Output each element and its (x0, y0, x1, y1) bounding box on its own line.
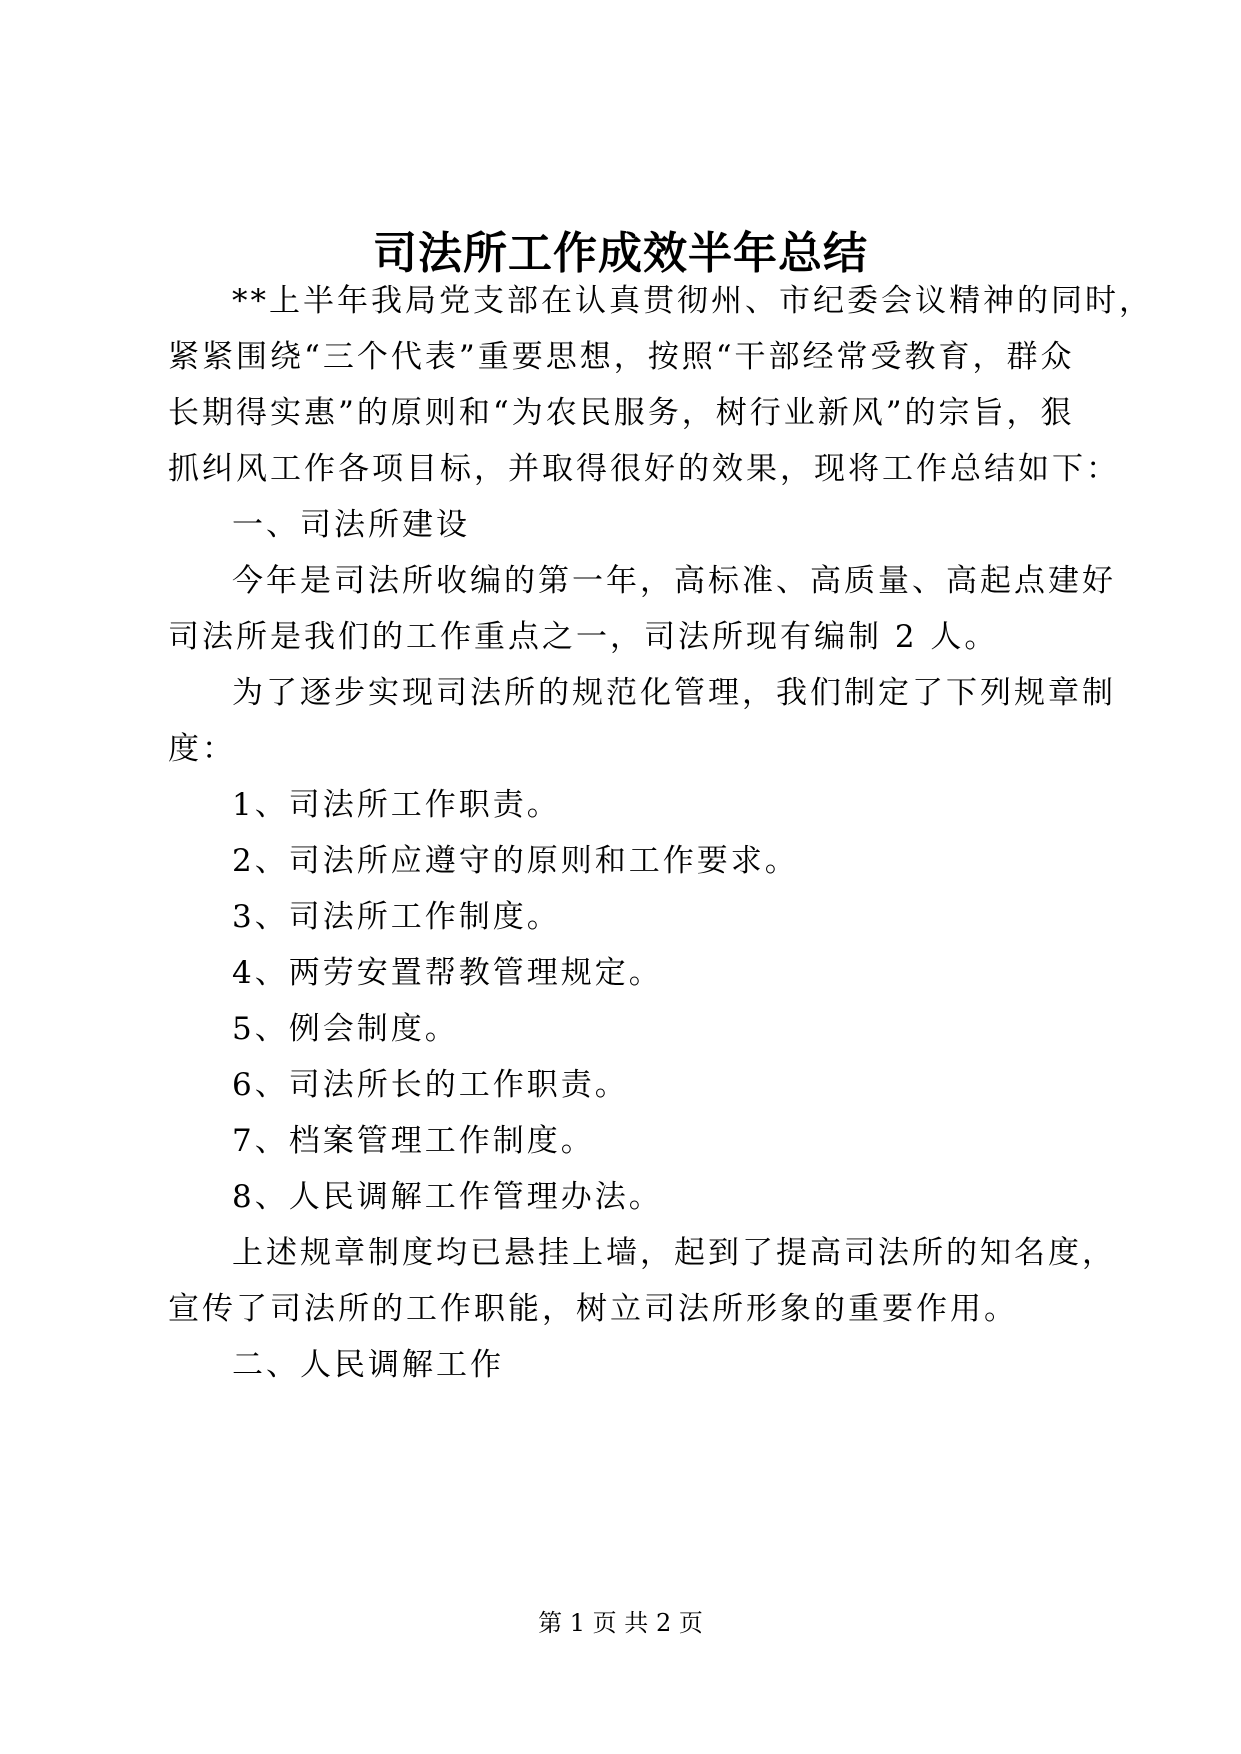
paragraph-line: 抓纠风工作各项目标，并取得很好的效果，现将工作总结如下： (168, 451, 1120, 487)
list-item: 3、司法所工作制度。 (232, 899, 561, 935)
paragraph-line: 度： (168, 731, 236, 767)
list-item: 4、两劳安置帮教管理规定。 (232, 955, 663, 991)
list-item: 8、人民调解工作管理办法。 (232, 1179, 663, 1215)
paragraph-line: 紧紧围绕“三个代表”重要思想，按照“干部经常受教育，群众 (168, 339, 1075, 375)
paragraph-line: 今年是司法所收编的第一年，高标准、高质量、高起点建好 (232, 563, 1116, 599)
page-footer: 第 1 页 共 2 页 (538, 1609, 703, 1637)
page-title: 司法所工作成效半年总结 (373, 228, 868, 279)
list-item: 1、司法所工作职责。 (232, 787, 561, 823)
section-heading: 一、司法所建设 (232, 507, 470, 543)
list-item: 7、档案管理工作制度。 (232, 1123, 595, 1159)
paragraph-line: 宣传了司法所的工作职能，树立司法所形象的重要作用。 (168, 1291, 1018, 1327)
paragraph-line: 为了逐步实现司法所的规范化管理，我们制定了下列规章制 (232, 675, 1116, 711)
list-item: 5、例会制度。 (232, 1011, 459, 1047)
paragraph-line: **上半年我局党支部在认真贯彻州、市纪委会议精神的同时， (232, 283, 1153, 319)
paragraph-line: 司法所是我们的工作重点之一，司法所现有编制 2 人。 (168, 619, 999, 655)
section-heading: 二、人民调解工作 (232, 1347, 504, 1383)
paragraph-line: 上述规章制度均已悬挂上墙，起到了提高司法所的知名度， (232, 1235, 1116, 1271)
list-item: 6、司法所长的工作职责。 (232, 1067, 629, 1103)
paragraph-line: 长期得实惠”的原则和“为农民服务，树行业新风”的宗旨，狠 (168, 395, 1075, 431)
list-item: 2、司法所应遵守的原则和工作要求。 (232, 843, 799, 879)
